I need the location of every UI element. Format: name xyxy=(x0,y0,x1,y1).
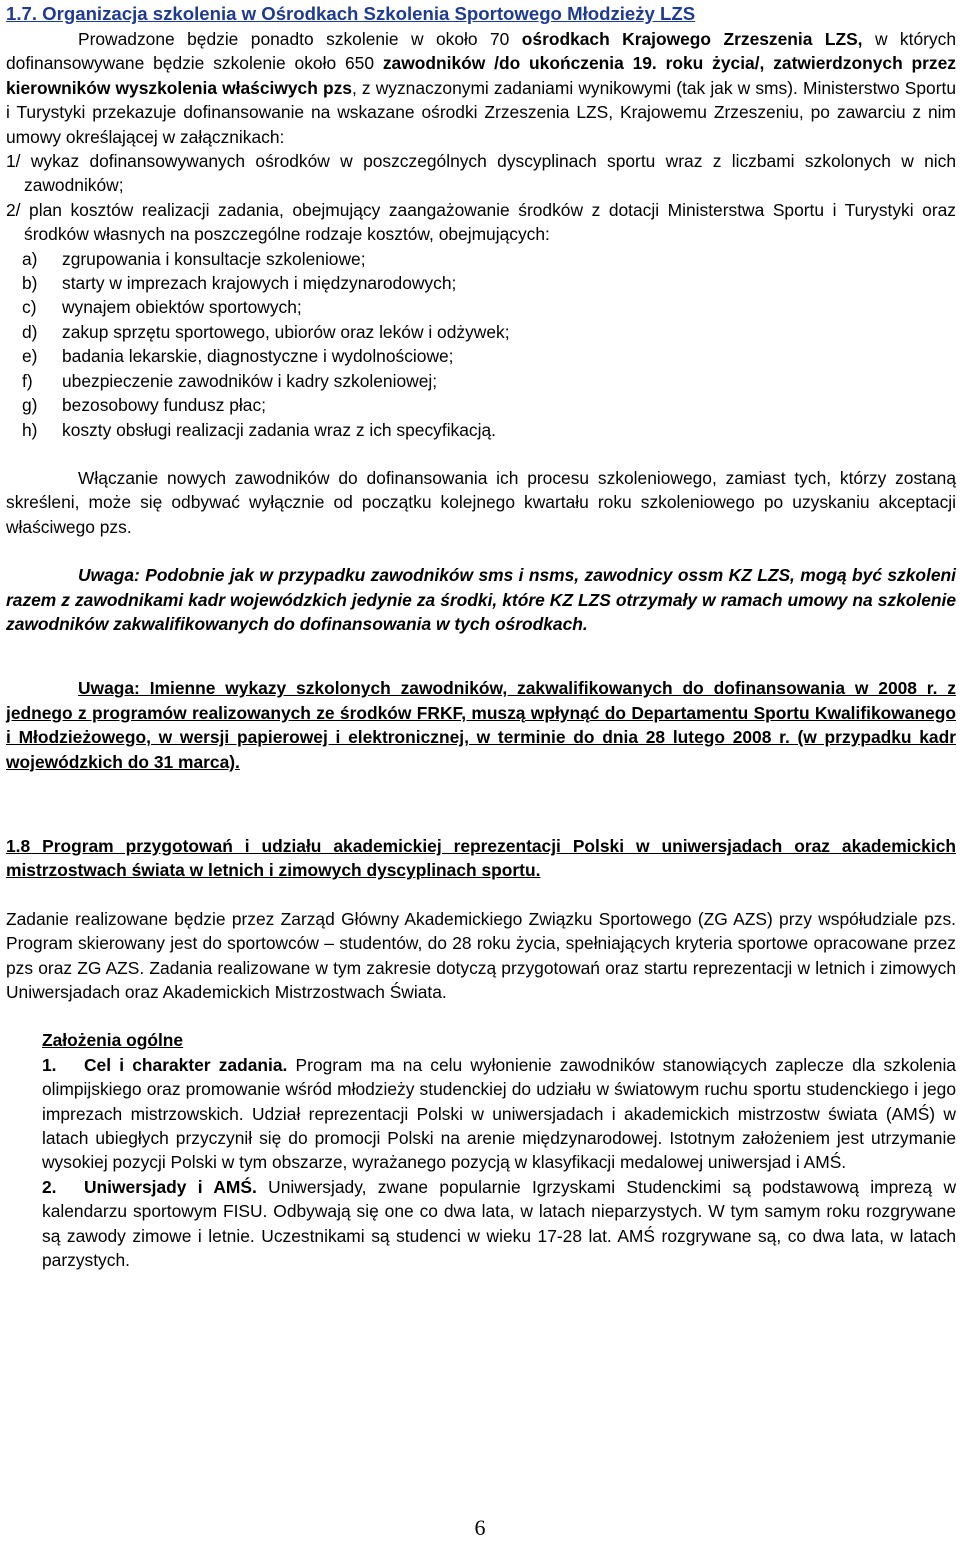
list-item xyxy=(6,344,956,368)
list-marker: d) xyxy=(22,321,38,342)
item-text: Uniwersjady, zwane popularnie Igrzyskami Studenckimi są podstawową imprezą w kalendarzu sportowym FISU. Odbywają się one co dwa lata, w latach nieparzystych. W tym samym roku rozgrywane są zawody zimowe i letnie. Uczestnikami są studenci w wieku 17-28 lat. AMŚ rozgrywane są, co dwa lata, w latach parzystych. xyxy=(42,1176,957,1271)
bold-text: ośrodkach Krajowego Zrzeszenia LZS, xyxy=(521,29,863,49)
list-marker: b) xyxy=(22,273,38,294)
attachment-item-2: 2/ plan kosztów realizacji zadania, obejmujący zaangażowanie środków z dotacji Ministerstwa Sportu i Turystyki oraz środków własnych na poszczególne rodzaje kosztów, obejmujących: xyxy=(6,199,956,245)
general-assumptions xyxy=(42,1028,956,1272)
subsection-title: Założenia ogólne xyxy=(42,1030,184,1051)
list-item xyxy=(6,295,956,319)
list-item-text: wynajem obiektów sportowych; xyxy=(62,297,302,318)
attachment-item-1: 1/ wykaz dofinansowywanych ośrodków w poszczególnych dyscyplinach sportu wraz z liczbami szkolonych w nich zawodników; xyxy=(6,151,956,196)
note-ossm: Uwaga: Podobnie jak w przypadku zawodników sms i nsms, zawodnicy ossm KZ LZS, mogą być szkoleni razem z zawodnikami kadr wojewódzkich jedynie za środki, które KZ LZS otrzymały w ramach umowy na szkolenie zawodników zakwalifikowanych do dofinansowania w tych ośrodkach. xyxy=(6,565,956,634)
assumption-item-2 xyxy=(42,1175,956,1273)
cost-list xyxy=(6,247,956,442)
list-item xyxy=(6,393,956,417)
spacer xyxy=(6,442,956,466)
paragraph-lzs-intro xyxy=(6,27,956,149)
section-heading-1-7: 1.7. Organizacja szkolenia w Ośrodkach Szkolenia Sportowego Młodzieży LZS xyxy=(6,3,696,24)
list-item-text: koszty obsługi realizacji zadania wraz z ich specyfikacją. xyxy=(62,419,496,440)
spacer xyxy=(6,1004,956,1028)
text: Prowadzone będzie ponadto szkolenie w około 70 xyxy=(78,29,522,49)
paragraph-azs: Zadanie realizowane będzie przez Zarząd Główny Akademickiego Związku Sportowego (ZG AZS) przy współudziale pzs. Program skierowany jest do sportowców – studentów, do 28 roku życia, spełniających kryteria sportowe opracowane przez pzs oraz ZG AZS. Zadania realizowane w tym zakresie dotyczą przygotowań oraz startu reprezentacji w letnich i zimowych Uniwersjadach oraz Akademickich Mistrzostwach Świata. xyxy=(6,908,956,1002)
list-item xyxy=(6,271,956,295)
list-item-text: bezosobowy fundusz płac; xyxy=(62,395,266,416)
item-text: Program ma na celu wyłonienie zawodników stanowiących zaplecze dla szkolenia olimpijskiego oraz promowanie wśród młodzieży studenckiej do udziału w światowym ruchu sportu studenckiego i jego imprezach mistrzowskich. Udział reprezentacji Polski w uniwersjadach i akademickich mistrzostw świata (AMŚ) w latach ubiegłych przyczynił się do promocji Polski na arenie międzynarodowej. Istotnym założeniem jest utrzymanie wysokiej pozycji Polski w tym obszarze, wyrażanego pozycją w klasyfikacji medalowej uniwersjad i AMŚ. xyxy=(42,1054,956,1173)
item-heading: Uniwersjady i AMŚ. xyxy=(84,1176,257,1197)
spacer xyxy=(6,539,956,563)
note-deadline: Uwaga: Imienne wykazy szkolonych zawodników, zakwalifikowanych do dofinansowania w 2008 r. z jednego z programów realizowanych ze środków FRKF, muszą wpłynąć do Departamentu Sportu Kwalifikowanego i Młodzieżowego, w wersji papierowej i elektronicznej, w terminie do dnia 28 lutego 2008 r. (w przypadku kadr wojewódzkich do 31 marca). xyxy=(6,678,956,772)
spacer xyxy=(6,883,956,907)
item-heading: Cel i charakter zadania. xyxy=(84,1054,288,1075)
item-number: 2. xyxy=(42,1176,57,1197)
list-item-text: zgrupowania i konsultacje szkoleniowe; xyxy=(62,248,366,269)
list-item xyxy=(6,418,956,442)
list-marker: c) xyxy=(22,297,37,318)
list-marker: e) xyxy=(22,346,38,367)
list-marker: a) xyxy=(22,248,38,269)
list-marker: h) xyxy=(22,419,38,440)
list-marker: f) xyxy=(22,370,33,391)
text: w których dofinansowywane będzie szkolenie około 650 xyxy=(6,29,956,74)
spacer xyxy=(6,774,956,834)
paragraph-new-athletes: Włączanie nowych zawodników do dofinansowania ich procesu szkoleniowego, zamiast tych, którzy zostaną skreśleni, może się odbywać wyłącznie od początku kolejnego kwartału roku szkoleniowego po uzyskaniu akceptacji właściwego pzs. xyxy=(6,467,956,537)
bold-text: zawodników /do ukończenia 19. roku życia/, zatwierdzonych przez kierowników wyszkolenia właściwych pzs xyxy=(6,53,956,98)
list-item xyxy=(6,369,956,393)
section-heading-1-8: 1.8 Program przygotowań i udziału akademickiej reprezentacji Polski w uniwersjadach oraz akademickich mistrzostwach świata w letnich i zimowych dyscyplinach sportu. xyxy=(6,835,956,881)
list-item-text: starty w imprezach krajowych i międzynarodowych; xyxy=(62,273,457,294)
list-item xyxy=(6,247,956,271)
text: , z wyznaczonymi zadaniami wynikowymi (tak jak w sms). Ministerstwo Sportu i Turystyki przekazuje dofinansowanie na wskazane ośrodki Zrzeszenia LZS, Krajowemu Zrzeszeniu, po zawarciu z nim umowy określającej w załącznikach: xyxy=(6,77,956,147)
list-item-text: ubezpieczenie zawodników i kadry szkoleniowej; xyxy=(62,370,438,391)
page-number: 6 xyxy=(474,1515,486,1540)
document-page xyxy=(6,0,956,1272)
list-item-text: zakup sprzętu sportowego, ubiorów oraz leków i odżywek; xyxy=(62,321,510,342)
assumption-item-1 xyxy=(42,1053,956,1175)
list-item-text: badania lekarskie, diagnostyczne i wydolnościowe; xyxy=(62,346,454,367)
list-marker: g) xyxy=(22,395,38,416)
list-item xyxy=(6,320,956,344)
item-number: 1. xyxy=(42,1054,57,1075)
spacer xyxy=(6,636,956,676)
